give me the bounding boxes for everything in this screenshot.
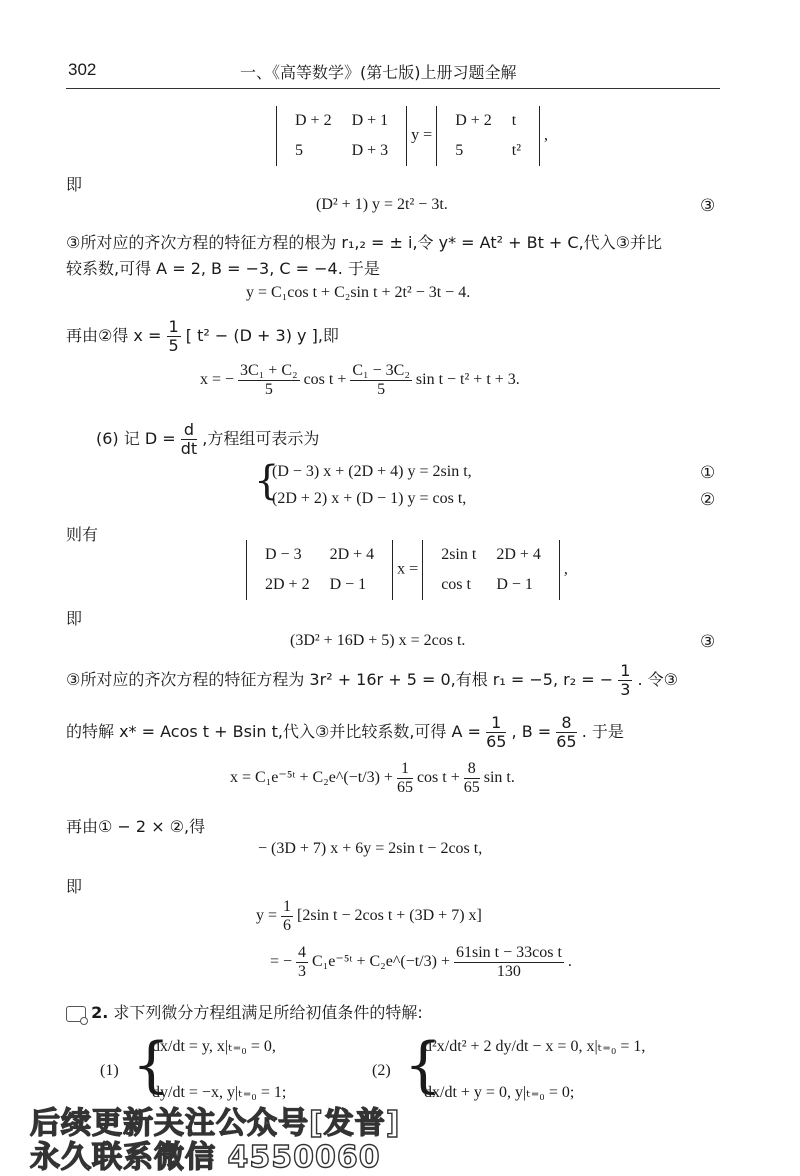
text: x = − <box>200 371 235 388</box>
numerator: 1 <box>168 317 179 336</box>
subquestion-2-line-1: d²x/dt² + 2 dy/dt − x = 0, x|ₜ₌₀ = 1, <box>424 1038 646 1055</box>
paragraph-line: ③所对应的齐次方程的特征方程的根为 r₁,₂ = ± i,令 y* = At² + Bt + C,代入③并比 <box>66 233 663 252</box>
numerator: d <box>181 421 197 440</box>
fraction <box>281 898 293 935</box>
punct: , <box>563 560 568 578</box>
header-rule <box>66 88 720 89</box>
denominator: 5 <box>168 336 179 355</box>
det-cell: D + 3 <box>351 142 389 159</box>
page-number: 302 <box>68 60 97 79</box>
left-brace: { <box>132 1030 171 1100</box>
denominator: 3 <box>620 680 631 699</box>
text-ji: 即 <box>66 609 83 628</box>
text: [ t² − (D + 3) y ],即 <box>185 326 339 345</box>
determinant-left-1 <box>276 106 407 166</box>
det-cell: cos t <box>441 576 471 593</box>
question-number: 2. <box>91 1003 109 1022</box>
det-equals: x = <box>397 560 419 578</box>
paragraph-line: 再由① − 2 × ②,得 <box>66 817 206 836</box>
det-cell: D + 1 <box>351 112 389 129</box>
subquestion-label: (2) <box>372 1062 391 1079</box>
fraction <box>397 760 413 797</box>
subquestion-1-line-2: dy/dt = −x, y|ₜ₌₀ = 1; <box>152 1084 287 1101</box>
system-line-2: (2D + 2) x + (D − 1) y = cos t, <box>272 490 467 507</box>
watermark-line-2: 永久联系微信 4550060 <box>30 1140 381 1175</box>
determinant-right-2 <box>422 540 560 600</box>
numerator: 1 <box>486 714 506 733</box>
det-cell: 2D + 4 <box>329 546 375 563</box>
det-cell: t² <box>511 142 522 159</box>
denominator: 65 <box>556 732 577 751</box>
denominator: 65 <box>396 778 413 796</box>
text: . <box>567 953 572 970</box>
determinant-equation-2 <box>246 540 568 600</box>
text: x = C₁e⁻⁵ᵗ + C₂e^(−t/3) + <box>230 769 393 786</box>
subquestion-label: (1) <box>100 1062 119 1079</box>
det-cell: D − 3 <box>265 546 302 563</box>
numerator: 4 <box>298 943 307 961</box>
watermark-line-1: 后续更新关注公众号[发普] <box>30 1106 401 1141</box>
denominator: 3 <box>298 962 307 980</box>
fraction <box>464 760 480 797</box>
equation-4: (3D² + 16D + 5) x = 2cos t. <box>290 632 466 649</box>
paragraph-line <box>96 420 319 458</box>
equation-8 <box>270 942 572 982</box>
fraction <box>454 944 564 981</box>
equation-1: (D² + 1) y = 2t² − 3t. <box>316 196 448 213</box>
fraction <box>238 362 300 399</box>
fraction <box>181 421 197 458</box>
equation-marker: ① <box>700 463 716 482</box>
numerator: 1 <box>620 661 631 680</box>
denominator: dt <box>180 439 198 458</box>
text-zeyou: 则有 <box>66 525 99 544</box>
text: sin t. <box>483 769 515 786</box>
question-text: 求下列微分方程组满足所给初值条件的特解: <box>113 1003 423 1022</box>
det-cell: 5 <box>295 142 303 159</box>
equation-marker: ③ <box>700 196 716 215</box>
det-cell: D + 2 <box>455 112 492 129</box>
det-cell: D − 1 <box>329 576 367 593</box>
numerator: 8 <box>556 714 576 733</box>
text: 的特解 x* = Acos t + Bsin t,代入③并比较系数,可得 A = <box>66 722 481 741</box>
fraction <box>486 714 506 751</box>
denominator: 5 <box>264 380 273 398</box>
paragraph-line: 较系数,可得 A = 2, B = −3, C = −4. 于是 <box>66 259 380 278</box>
equation-marker: ③ <box>700 632 716 651</box>
fraction <box>556 714 576 751</box>
denominator: 65 <box>486 732 507 751</box>
paragraph-line <box>66 660 678 700</box>
text: C₁e⁻⁵ᵗ + C₂e^(−t/3) + <box>312 953 450 970</box>
det-cell: 2D + 4 <box>496 546 541 563</box>
determinant-equation-1 <box>276 106 548 166</box>
denominator: 6 <box>283 916 292 934</box>
text: = − <box>270 953 293 970</box>
fraction <box>167 318 181 355</box>
subquestion-1-line-1: dx/dt = y, x|ₜ₌₀ = 0, <box>152 1038 276 1055</box>
magnifier-icon <box>66 1006 86 1022</box>
text: [2sin t − 2cos t + (3D + 7) x] <box>297 907 482 924</box>
paragraph-line <box>66 712 624 752</box>
left-brace: { <box>404 1030 443 1100</box>
question-2-heading <box>66 1000 423 1023</box>
text: ③所对应的齐次方程的特征方程为 3r² + 16r + 5 = 0,有根 r₁ = −5, r₂ = − <box>66 670 614 689</box>
det-cell: 2sin t <box>441 546 477 563</box>
paragraph-line <box>66 318 339 355</box>
denominator: 130 <box>496 962 521 980</box>
left-brace: { <box>254 458 280 504</box>
text: cos t + <box>303 371 347 388</box>
numerator: 8 <box>464 760 480 779</box>
text: . 于是 <box>581 722 624 741</box>
numerator: 1 <box>283 897 292 915</box>
text-ji: 即 <box>66 175 83 194</box>
fraction <box>296 944 308 981</box>
numerator: 3C₁ + C₂ <box>240 361 298 379</box>
text-ji: 即 <box>66 877 83 896</box>
numerator: 1 <box>397 760 413 779</box>
equation-5 <box>230 758 515 798</box>
text: ,方程组可表示为 <box>202 429 320 448</box>
subquestion-2-line-2: dx/dt + y = 0, y|ₜ₌₀ = 0; <box>424 1084 575 1101</box>
text: 再由②得 x = <box>66 326 162 345</box>
text: , B = <box>511 722 552 741</box>
punct: , <box>544 126 549 144</box>
denominator: 65 <box>463 778 480 796</box>
text: (6) 记 D = <box>96 429 176 448</box>
fraction <box>350 362 412 399</box>
equation-3 <box>200 360 520 400</box>
denominator: 5 <box>377 380 386 398</box>
equation-6: − (3D + 7) x + 6y = 2sin t − 2cos t, <box>258 840 483 857</box>
det-equals: y = <box>411 126 433 144</box>
det-cell: D − 1 <box>496 576 533 593</box>
equation-7 <box>256 896 482 936</box>
text: sin t − t² + t + 3. <box>415 371 520 388</box>
det-cell: t <box>511 112 517 129</box>
fraction <box>618 662 632 699</box>
determinant-left-2 <box>246 540 393 600</box>
det-cell: 5 <box>455 142 464 159</box>
system-line-1: (D − 3) x + (2D + 4) y = 2sin t, <box>272 463 472 480</box>
equation-2: y = C₁cos t + C₂sin t + 2t² − 3t − 4. <box>246 284 471 301</box>
text: cos t + <box>416 769 460 786</box>
numerator: C₁ − 3C₂ <box>352 361 410 379</box>
numerator: 61sin t − 33cos t <box>455 943 562 961</box>
det-cell: D + 2 <box>295 112 332 129</box>
running-title: 一、《高等数学》(第七版)上册习题全解 <box>240 63 517 82</box>
det-cell: 2D + 2 <box>265 576 310 593</box>
text: y = <box>256 907 278 924</box>
determinant-right-1 <box>436 106 540 166</box>
equation-marker: ② <box>700 490 716 509</box>
text: . 令③ <box>637 670 679 689</box>
